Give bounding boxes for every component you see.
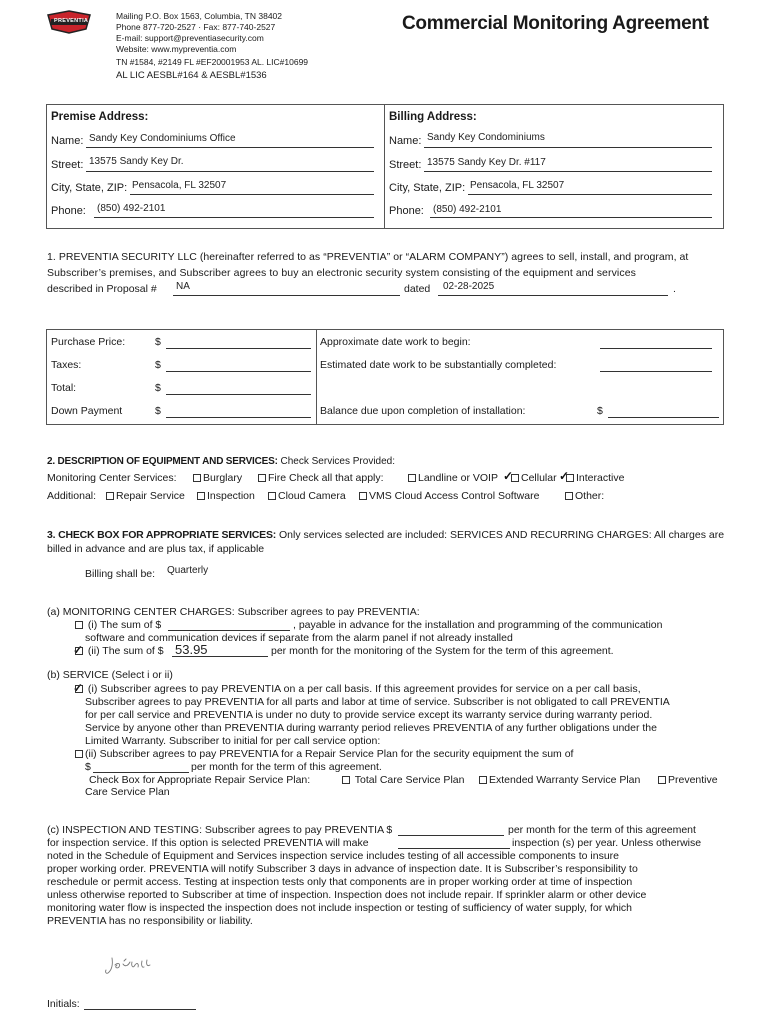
- initials-field[interactable]: [84, 1009, 196, 1010]
- cellular-checkbox[interactable]: [511, 474, 519, 482]
- additional-label: Additional:: [47, 490, 97, 502]
- burglary-checkbox[interactable]: [193, 474, 201, 482]
- part-a-ii-amount-value: 53.95: [175, 642, 208, 657]
- down-payment-label: Down Payment: [51, 405, 123, 417]
- premise-street-field[interactable]: [86, 171, 374, 172]
- cloud-camera-checkbox[interactable]: [268, 492, 276, 500]
- billing-phone-label: Phone:: [389, 205, 424, 217]
- company-email: E-mail: support@preventiasecurity.com: [116, 33, 264, 43]
- billing-street-value: 13575 Sandy Key Dr. #117: [427, 157, 546, 168]
- fire-option[interactable]: [258, 472, 384, 484]
- interactive-label: Interactive: [576, 472, 625, 484]
- part-b-i-line3: for per call service and PREVENTIA is under no duty to provide service except its warranty service during warranty period.: [85, 709, 653, 721]
- section2-heading-tail: Check Services Provided:: [280, 456, 396, 467]
- section2-heading: 2. DESCRIPTION OF EQUIPMENT AND SERVICES:: [47, 456, 278, 467]
- balance-dollar: $: [597, 405, 603, 417]
- purchase-price-label: Purchase Price:: [51, 336, 126, 348]
- taxes-dollar: $: [155, 359, 161, 371]
- part-a-ii: [75, 645, 164, 657]
- vms-checkbox[interactable]: [359, 492, 367, 500]
- part-b-i-line1: (i) Subscriber agrees to pay PREVENTIA on a per call basis. If this agreement provides for service on a per call basis,: [87, 683, 641, 695]
- other-label: Other:: [575, 490, 605, 502]
- section3-line2: billed in advance and are plus tax, if applicable: [47, 543, 265, 555]
- approx-begin-field[interactable]: [600, 348, 712, 349]
- company-licenses-2: AL LIC AESBL#164 & AESBL#1536: [116, 70, 267, 81]
- billing-city-field[interactable]: [468, 194, 712, 195]
- taxes-label: Taxes:: [51, 359, 82, 371]
- proposal-field[interactable]: [173, 295, 400, 296]
- premise-city-label: City, State, ZIP:: [51, 182, 128, 194]
- purchase-dollar: $: [155, 336, 161, 348]
- cellular-checkmark-icon: ✓: [559, 469, 570, 483]
- plan-extended-label: Extended Warranty Service Plan: [489, 774, 641, 786]
- company-licenses: TN #1584, #2149 FL #EF20001953 AL. LIC#10699: [116, 57, 309, 67]
- plan-preventive-line2: Care Service Plan: [85, 786, 170, 798]
- down-payment-field[interactable]: [166, 417, 311, 418]
- part-c-amount-field[interactable]: [398, 835, 504, 836]
- logo-text: PREVENTIA: [54, 18, 89, 24]
- part-a-i-text: (i) The sum of $: [87, 619, 162, 631]
- total-label: Total:: [51, 382, 77, 394]
- part-b-heading: (b) SERVICE (Select i or ii): [47, 669, 173, 681]
- part-a-i: [75, 619, 161, 631]
- billing-name-value: Sandy Key Condominiums: [427, 132, 545, 143]
- part-c-line1a: (c) INSPECTION AND TESTING: Subscriber agrees to pay PREVENTIA $: [47, 824, 393, 836]
- plan-preventive-checkbox[interactable]: [658, 776, 666, 784]
- page-title: Commercial Monitoring Agreement: [402, 13, 709, 34]
- section1-line3: described in Proposal #: [47, 283, 157, 295]
- approx-begin-label: Approximate date work to begin:: [320, 336, 471, 348]
- part-c-line8: PREVENTIA has no responsibility or liability.: [47, 915, 253, 927]
- fire-checkbox[interactable]: [258, 474, 266, 482]
- repair-checkbox[interactable]: [106, 492, 114, 500]
- initials-signature: [104, 954, 156, 978]
- part-b-ii-tail: per month for the term of this agreement.: [191, 761, 382, 773]
- landline-option[interactable]: [408, 472, 498, 484]
- landline-checkmark-icon: ✓: [503, 469, 514, 483]
- vms-option[interactable]: [359, 490, 539, 502]
- burglary-label: Burglary: [203, 472, 243, 484]
- premise-heading: Premise Address:: [51, 111, 149, 123]
- section1-period: .: [673, 283, 676, 295]
- taxes-field[interactable]: [166, 371, 311, 372]
- part-a-i-line2: software and communication devices if separate from the alarm panel if not already installed: [85, 632, 513, 644]
- part-c-line1b: per month for the term of this agreement: [508, 824, 696, 836]
- initials-label: Initials:: [47, 998, 80, 1010]
- plan-preventive-label: Preventive: [668, 774, 718, 786]
- plan-extended-checkbox[interactable]: [479, 776, 487, 784]
- part-a-ii-tail: per month for the monitoring of the System for the term of this agreement.: [271, 645, 614, 657]
- billing-city-label: City, State, ZIP:: [389, 182, 466, 194]
- part-b-i-checkmark-icon: ✓: [73, 681, 84, 695]
- inspection-checkbox[interactable]: [197, 492, 205, 500]
- part-b-ii-line1: (ii) Subscriber agrees to pay PREVENTIA for a Repair Service Plan for the security equipment the sum of: [85, 748, 574, 760]
- premise-street-label: Street:: [51, 159, 84, 171]
- balance-due-label: Balance due upon completion of installation:: [320, 405, 526, 417]
- company-address: Mailing P.O. Box 1563, Columbia, TN 38402: [116, 11, 283, 21]
- part-a-i-checkbox[interactable]: [75, 621, 83, 629]
- plan-preventive-option[interactable]: [658, 774, 718, 786]
- part-b-ii: [75, 748, 573, 760]
- part-a-i-tail: , payable in advance for the installation and programming of the communication: [293, 619, 663, 631]
- part-b-i-checkbox[interactable]: [75, 685, 83, 693]
- premise-street-value: 13575 Sandy Key Dr.: [89, 156, 184, 167]
- billing-frequency-value[interactable]: Quarterly: [167, 565, 209, 576]
- part-c-line2a: for inspection service. If this option is selected PREVENTIA will make: [47, 837, 369, 849]
- down-dollar: $: [155, 405, 161, 417]
- billing-city-value: Pensacola, FL 32507: [470, 180, 565, 191]
- part-a-i-amount-field[interactable]: [168, 630, 290, 631]
- part-a-heading: (a) MONITORING CENTER CHARGES: Subscriber agrees to pay PREVENTIA:: [47, 606, 420, 618]
- part-a-ii-checkbox[interactable]: [75, 647, 83, 655]
- total-field[interactable]: [166, 394, 311, 395]
- est-complete-label: Estimated date work to be substantially completed:: [320, 359, 557, 371]
- vms-label: VMS Cloud Access Control Software: [369, 490, 540, 502]
- billing-phone-value: (850) 492-2101: [433, 204, 502, 215]
- plan-total-label: Total Care Service Plan: [354, 774, 465, 786]
- fire-label: Fire Check all that apply:: [268, 472, 384, 484]
- repair-option[interactable]: [106, 490, 185, 502]
- part-b-i-line4: Service by anyone other than PREVENTIA during warranty period relieves PREVENTIA of any further obligations under the: [85, 722, 657, 734]
- dated-field[interactable]: [438, 295, 668, 296]
- inspection-label: Inspection: [207, 490, 255, 502]
- repair-label: Repair Service: [116, 490, 185, 502]
- other-option[interactable]: [565, 490, 604, 502]
- plan-extended-option[interactable]: [479, 774, 640, 786]
- cellular-option[interactable]: [511, 472, 557, 484]
- proposal-value: NA: [176, 281, 190, 292]
- part-b-ii-amount-field[interactable]: [93, 772, 189, 773]
- monitoring-services-label: Monitoring Center Services:: [47, 472, 177, 484]
- landline-label: Landline or VOIP: [418, 472, 498, 484]
- company-website: Website: www.mypreventia.com: [116, 44, 237, 54]
- purchase-price-field[interactable]: [166, 348, 311, 349]
- part-c-line7: monitoring water flow is inspected the inspection does not include inspection or testing of sufficiency of water supply, for which: [47, 902, 633, 914]
- billing-street-field[interactable]: [424, 171, 712, 172]
- interactive-option[interactable]: [566, 472, 624, 484]
- premise-phone-value: (850) 492-2101: [97, 203, 166, 214]
- dated-label: dated: [404, 283, 431, 295]
- balance-due-field[interactable]: [608, 417, 719, 418]
- billing-name-label: Name:: [389, 135, 422, 147]
- address-divider: [384, 104, 385, 229]
- part-c-line4: proper working order. PREVENTIA will notify Subscriber 3 days in advance of inspection date. It is Subscriber’s responsibility to: [47, 863, 638, 875]
- section1-line1: 1. PREVENTIA SECURITY LLC (hereinafter referred to as “PREVENTIA” or “ALARM COMPANY”) agrees to sell, install, and program, at: [47, 251, 689, 263]
- billing-street-label: Street:: [389, 159, 422, 171]
- premise-name-label: Name:: [51, 135, 84, 147]
- part-b-i-line5: Limited Warranty. Subscriber to initial for per call service option:: [85, 735, 381, 747]
- premise-name-field[interactable]: [86, 147, 374, 148]
- premise-phone-field[interactable]: [94, 217, 374, 218]
- part-c-inspections-field[interactable]: [398, 848, 510, 849]
- part-c-line2b: inspection (s) per year. Unless otherwise: [512, 837, 702, 849]
- part-b-ii-checkbox[interactable]: [75, 750, 83, 758]
- billing-heading: Billing Address:: [389, 111, 477, 123]
- plan-total-checkbox[interactable]: [342, 776, 350, 784]
- billing-name-field[interactable]: [424, 147, 712, 148]
- premise-name-value: Sandy Key Condominiums Office: [89, 133, 236, 144]
- interactive-checkbox[interactable]: [566, 474, 574, 482]
- repair-plan-label: Check Box for Appropriate Repair Service Plan:: [89, 774, 311, 786]
- billing-phone-field[interactable]: [430, 217, 712, 218]
- part-c-line3: noted in the Schedule of Equipment and Services inspection service includes testing of all accessible components to insure: [47, 850, 619, 862]
- part-b-i-line2: Subscriber agrees to pay PREVENTIA for all parts and labor at time of service. Subscriber is not obligated to call PREVENTIA: [85, 696, 670, 708]
- section2-heading-line: [47, 456, 395, 467]
- part-b-i: [75, 683, 641, 695]
- cloud-camera-label: Cloud Camera: [278, 490, 346, 502]
- other-checkbox[interactable]: [565, 492, 573, 500]
- premise-phone-label: Phone:: [51, 205, 86, 217]
- total-dollar: $: [155, 382, 161, 394]
- part-c-line6: unless otherwise reported to Subscriber at time of inspection. Inspection does not include repair. If sprinkler alarm or other device: [47, 889, 647, 901]
- part-a-ii-checkmark-icon: ✓: [73, 643, 84, 657]
- section1-line2: Subscriber’s premises, and Subscriber agrees to buy an electronic security system consisting of the equipment and services: [47, 267, 637, 279]
- part-a-ii-text: (ii) The sum of $: [87, 645, 164, 657]
- est-complete-field[interactable]: [600, 371, 712, 372]
- billing-frequency-label: Billing shall be:: [85, 568, 156, 580]
- section3-heading-line: [47, 529, 724, 541]
- inspection-option[interactable]: [197, 490, 255, 502]
- company-logo: [46, 10, 92, 34]
- section3-heading-tail: Only services selected are included: SERVICES AND RECURRING CHARGES: All charges are: [279, 529, 725, 541]
- cellular-label: Cellular: [521, 472, 557, 484]
- plan-total-option[interactable]: [342, 774, 464, 786]
- premise-city-value: Pensacola, FL 32507: [132, 180, 227, 191]
- dated-value: 02-28-2025: [443, 281, 495, 292]
- company-phone: Phone 877-720-2527 · Fax: 877-740-2527: [116, 22, 276, 32]
- landline-checkbox[interactable]: [408, 474, 416, 482]
- part-c-line5: reschedule or permit access. Testing at inspection tests only that components are in proper working order at time of inspection: [47, 876, 633, 888]
- premise-city-field[interactable]: [130, 194, 374, 195]
- pricing-divider: [316, 329, 317, 425]
- burglary-option[interactable]: [193, 472, 242, 484]
- part-b-ii-dollar: $: [85, 761, 91, 773]
- section3-heading: 3. CHECK BOX FOR APPROPRIATE SERVICES:: [47, 529, 277, 541]
- cloud-camera-option[interactable]: [268, 490, 346, 502]
